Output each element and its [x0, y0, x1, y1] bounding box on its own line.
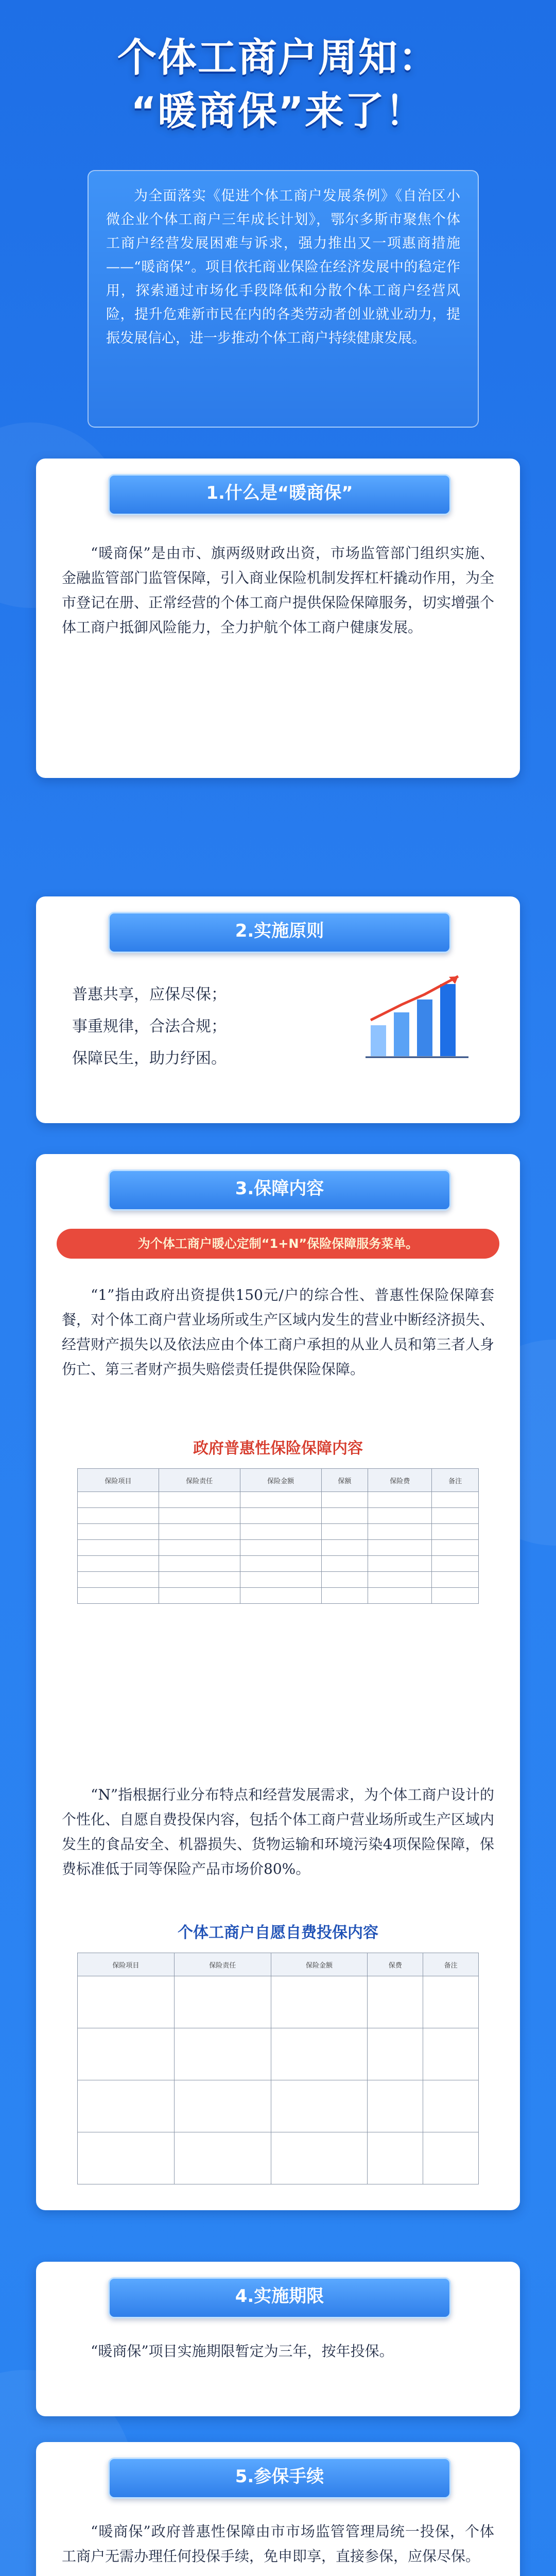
page-title — [0, 31, 556, 138]
table-header-cell: 保险责任 — [159, 1469, 240, 1492]
table-row — [78, 1556, 479, 1572]
table-row — [78, 1976, 479, 2028]
table-row — [78, 2132, 479, 2184]
table-1-title: 政府普惠性保险保障内容 — [193, 1439, 363, 1458]
section-4-body: “暖商保”项目实施期限暂定为三年，按年投保。 — [91, 2343, 394, 2360]
table-header-cell: 备注 — [432, 1469, 479, 1492]
title-line-1: 个体工商户周知： — [117, 35, 439, 80]
table-header-cell: 保额 — [321, 1469, 368, 1492]
table-header-row — [78, 1953, 479, 1976]
table-row — [78, 2028, 479, 2080]
table-header-cell: 保险金额 — [240, 1469, 321, 1492]
government-coverage-table — [77, 1468, 479, 1604]
growth-chart-illustration-icon — [360, 969, 474, 1066]
section-3-body-2: “N”指根据行业分布特点和经营发展需求，为个体工商户设计的个性化、自愿自费投保内容，包括个体工商户营业场所或生产区域内发生的食品安全、机器损失、货物运输和环境污染4项保险保障，保费标准低于同等保险产品市场价80%。 — [62, 1786, 495, 1877]
section-5-heading: 5.参保手续 — [108, 2458, 451, 2499]
table-header-cell: 保险费 — [368, 1469, 432, 1492]
principle-item: 事重规律， — [72, 1018, 149, 1036]
principle-item: 普惠共享， — [72, 986, 149, 1004]
principles-list — [72, 979, 340, 1075]
principle-item: 保障民生， — [72, 1049, 149, 1067]
table-row — [78, 1508, 479, 1524]
principle-row — [72, 979, 340, 1011]
section-2-heading: 2.实施原则 — [108, 912, 451, 953]
section-5-body-1: “暖商保”政府普惠性保障由市市场监管管理局统一投保，个体工商户无需办理任何投保手续，免申即享，直接参保，应保尽保。 — [62, 2523, 494, 2565]
intro-text: 为全面落实《促进个体工商户发展条例》《自治区小微企业个体工商户三年成长计划》，鄂尔多斯市聚焦个体工商户经营发展困难与诉求，强力推出又一项惠商措施——“暖商保”。项目依托商业保险在经济发展中的稳定作用，探索通过市场化手段降低和分散个体工商户经营风险，提升危难新市民在内的各类劳动者创业就业动力，提振发展信心，进一步推动个体工商户持续健康发展。 — [106, 188, 460, 346]
table-header-cell: 保险责任 — [174, 1953, 271, 1976]
table-header-cell: 保费 — [368, 1953, 423, 1976]
table-row — [78, 1588, 479, 1604]
table-header-cell: 备注 — [423, 1953, 479, 1976]
table-row — [78, 1524, 479, 1540]
section-3-heading: 3.保障内容 — [108, 1170, 451, 1211]
table-header-cell: 保险项目 — [78, 1953, 175, 1976]
section-4-heading: 4.实施期限 — [108, 2277, 451, 2318]
title-line-2: “暖商保”来了！ — [131, 88, 425, 134]
section-3-banner: 为个体工商户暖心定制“1+N”保险保障服务菜单。 — [57, 1229, 499, 1259]
table-header-row — [78, 1469, 479, 1492]
principle-row — [72, 1011, 340, 1043]
principle-item: 合法合规； — [149, 1018, 227, 1036]
table-header-cell: 保险金额 — [271, 1953, 368, 1976]
voluntary-coverage-table — [77, 1953, 479, 2184]
table-row — [78, 2080, 479, 2132]
section-1-body: “暖商保”是由市、旗两级财政出资，市场监管部门组织实施、金融监管部门监管保障，引入商业保险机制发挥杠杆撬动作用，为全市登记在册、正常经营的个体工商户提供保险保障服务，切实增强个体工商户抵御风险能力，全力护航个体工商户健康发展。 — [62, 545, 495, 636]
section-1-heading: 1.什么是“暖商保” — [108, 474, 451, 515]
principle-item: 助力纾困。 — [149, 1049, 227, 1067]
table-row — [78, 1540, 479, 1556]
intro-card — [88, 170, 479, 428]
table-2-title: 个体工商户自愿自费投保内容 — [178, 1924, 378, 1942]
section-3-body-1: “1”指由政府出资提供150元/户的综合性、普惠性保险保障套餐，对个体工商户营业场所或生产区域内发生的营业中断经济损失、经营财产损失以及依法应由个体工商户承担的从业人员和第三者人身伤亡、第三者财产损失赔偿责任提供保险保障。 — [62, 1286, 495, 1378]
principle-item: 应保尽保； — [149, 986, 227, 1004]
table-row — [78, 1492, 479, 1508]
table-row — [78, 1572, 479, 1588]
table-header-cell: 保险项目 — [78, 1469, 159, 1492]
principle-row — [72, 1043, 340, 1075]
